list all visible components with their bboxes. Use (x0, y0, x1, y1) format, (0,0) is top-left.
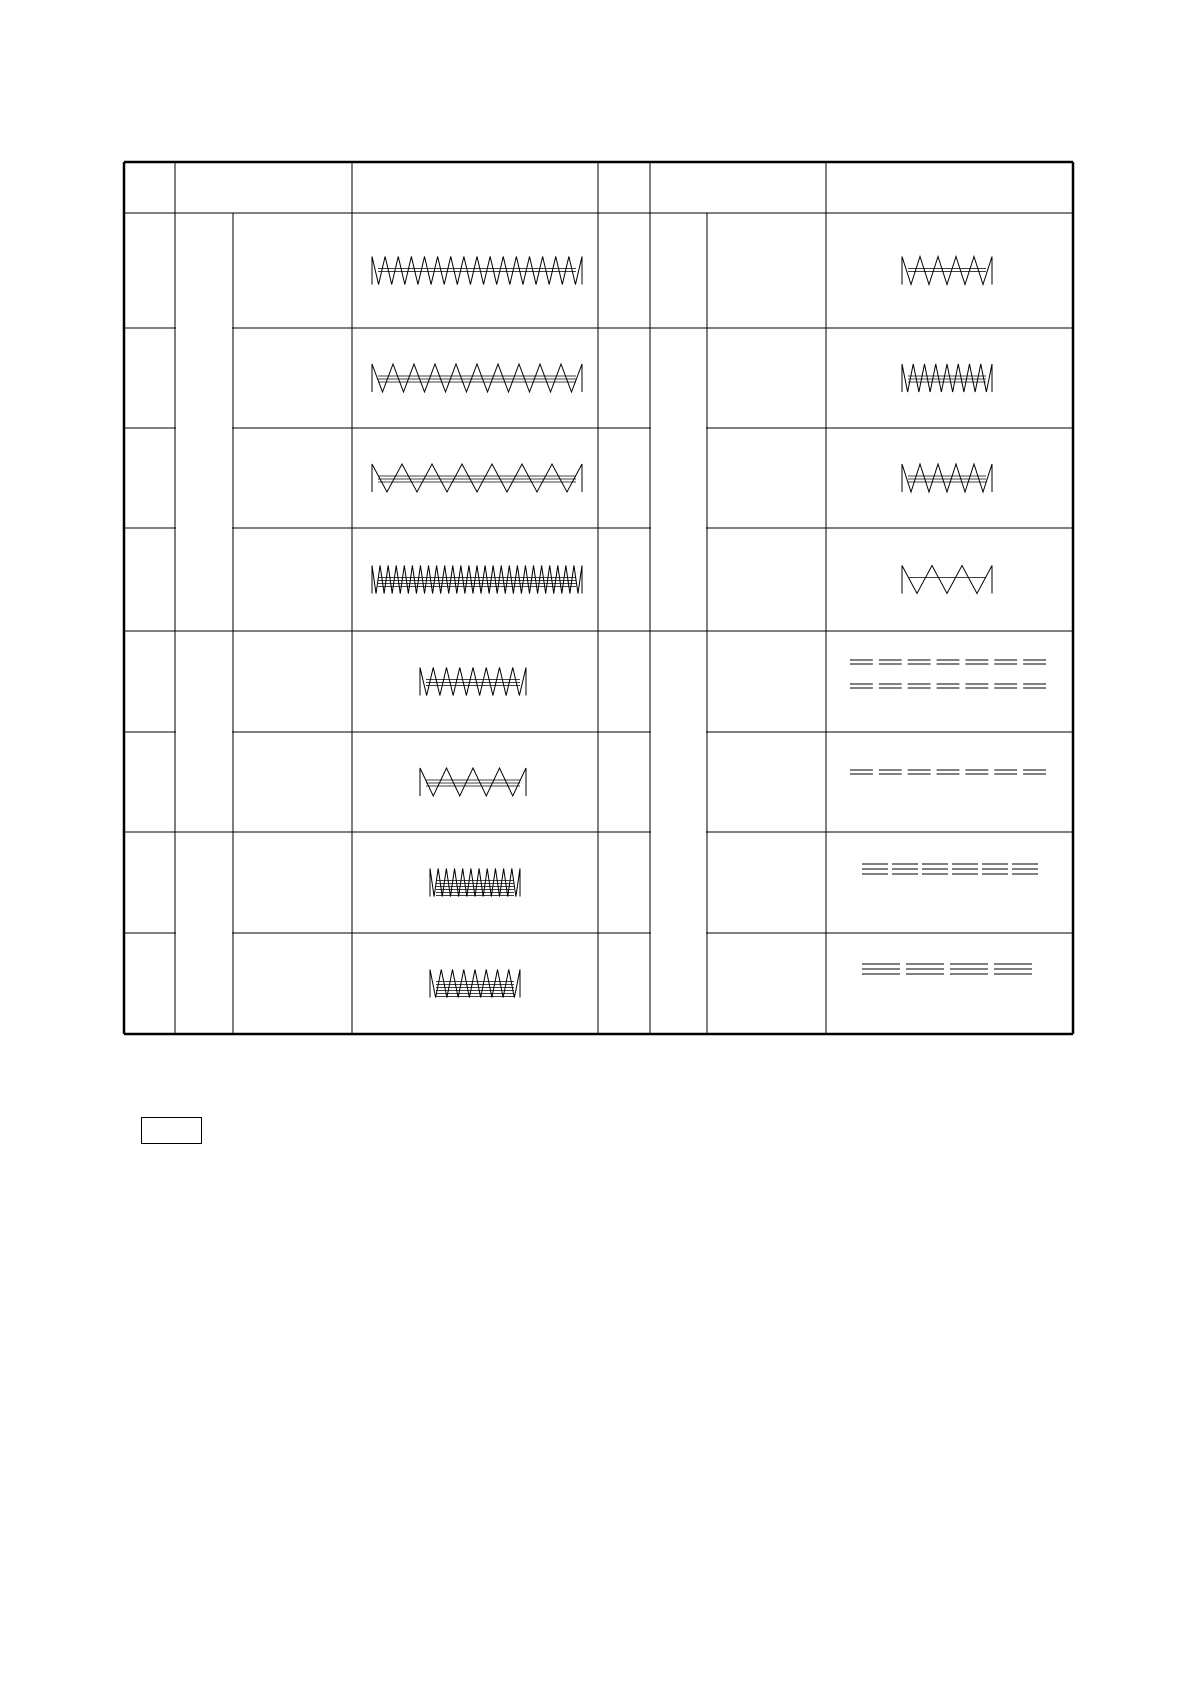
note-box (141, 1117, 202, 1144)
merged-cell-mask-right (651, 932, 706, 934)
stitch-pattern-zigzag-medium-long (372, 364, 582, 392)
merged-cell-mask-left (176, 932, 232, 934)
merged-cell-mask-right (651, 427, 706, 429)
stitch-pattern-zigzag-small (902, 257, 992, 285)
stitch-pattern-zigzag-small-bridge (902, 464, 992, 492)
merged-cell-mask-right (651, 527, 706, 529)
merged-cell-mask-right (651, 731, 706, 733)
merged-cell-mask-right (651, 831, 706, 833)
merged-cell-mask-left (176, 327, 232, 329)
stitch-pattern-zigzag-wide-long (372, 464, 582, 492)
stitch-pattern-zigzag-fine-long (372, 566, 582, 594)
stitch-pattern-zigzag-small-cross (902, 566, 992, 594)
merged-cell-mask-left (176, 731, 232, 733)
stitch-pattern-zigzag-dense-long (372, 257, 582, 285)
stitch-pattern-zigzag-small-dense (902, 364, 992, 392)
stitch-pattern-zigzag-short (420, 668, 526, 696)
merged-cell-mask-left (176, 427, 232, 429)
merged-cell-mask-left (176, 527, 232, 529)
stitch-pattern-zigzag-short-wide (420, 768, 526, 796)
